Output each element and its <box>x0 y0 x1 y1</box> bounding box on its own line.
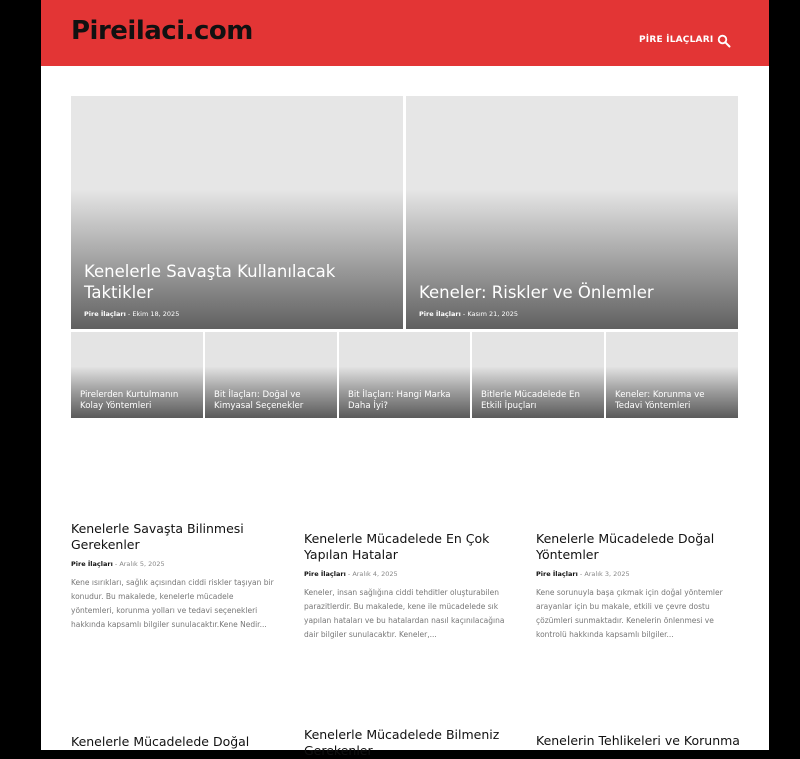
post-title[interactable]: Kenelerle Savaşta Bilinmesi Gerekenler <box>71 521 244 552</box>
post-title[interactable]: Kenelerle Mücadelede Doğal <box>71 734 250 749</box>
post-date: Aralık 3, 2025 <box>584 570 630 578</box>
meta-separator: - <box>127 310 133 318</box>
nav-item-pire-ilaclari[interactable]: PİRE İLAÇLARI <box>639 35 714 45</box>
featured-card-small[interactable] <box>71 332 203 418</box>
meta-separator: - <box>579 570 585 578</box>
featured-card-small-title[interactable]: Bit İlaçları: Doğal ve Kimyasal Seçenekler <box>214 390 304 411</box>
post-meta <box>304 570 508 578</box>
post-title[interactable]: Kenelerle Mücadelede Doğal Yöntemler <box>536 531 715 562</box>
meta-separator: - <box>462 310 468 318</box>
meta-separator: - <box>347 570 353 578</box>
post-date: Aralık 4, 2025 <box>352 570 398 578</box>
post-item <box>536 531 740 642</box>
featured-card-small-title[interactable]: Bitlerle Mücadelede En Etkili İpuçları <box>481 390 580 411</box>
featured-card-meta <box>419 310 518 318</box>
site-header <box>41 0 769 66</box>
meta-separator: - <box>114 560 120 568</box>
post-item <box>536 733 740 749</box>
featured-card-small[interactable] <box>339 332 470 418</box>
post-title[interactable]: Kenelerin Tehlikeleri ve Korunma <box>536 733 740 748</box>
featured-card-title[interactable]: Keneler: Riskler ve Önlemler <box>419 283 654 302</box>
post-item <box>71 521 275 632</box>
post-item <box>71 734 275 750</box>
post-excerpt: Keneler, insan sağlığına ciddi tehditler oluşturabilen parazitlerdir. Bu makalede, kene ile mücadelede sık yapılan hataları ve bu hatalardan nasıl kaçınılacağına dair bilgiler sunulacaktır. Keneler,... <box>304 588 505 639</box>
page <box>41 0 769 758</box>
post-item <box>304 727 508 759</box>
post-category[interactable]: Pire İlaçları <box>71 560 113 568</box>
featured-card-small[interactable] <box>205 332 337 418</box>
post-excerpt: Kene sorunuyla başa çıkmak için doğal yöntemler arayanlar için bu makale, etkili ve çevre dostu çözümleri sunmaktadır. Kenelerin önlenmesi ve kontrolü hakkında kapsamlı bilgiler... <box>536 588 723 639</box>
post-date: Aralık 5, 2025 <box>119 560 165 568</box>
featured-card-large[interactable] <box>406 96 738 329</box>
site-logo[interactable]: Pireilaci.com <box>71 16 253 46</box>
featured-card-date: Kasım 21, 2025 <box>467 310 518 318</box>
search-icon[interactable] <box>717 34 731 48</box>
post-meta <box>536 570 740 578</box>
featured-card-large[interactable] <box>71 96 403 329</box>
featured-card-category[interactable]: Pire İlaçları <box>84 310 126 318</box>
post-meta <box>71 560 275 568</box>
post-excerpt: Kene ısırıkları, sağlık açısından ciddi riskler taşıyan bir konudur. Bu makalede, kenelerle mücadele yöntemleri, korunma yolları ve tedavi seçenekleri hakkında kapsamlı bilgiler sunulacaktır.Kene Nedir... <box>71 578 274 629</box>
post-title[interactable]: Kenelerle Mücadelede Bilmeniz Gerekenler <box>304 727 500 758</box>
featured-card-small-title[interactable]: Keneler: Korunma ve Tedavi Yöntemleri <box>615 390 705 411</box>
featured-card-small[interactable] <box>472 332 604 418</box>
featured-card-category[interactable]: Pire İlaçları <box>419 310 461 318</box>
post-item <box>304 531 508 642</box>
featured-card-title[interactable]: Kenelerle Savaşta Kullanılacak Taktikler <box>84 262 336 302</box>
featured-card-small[interactable] <box>606 332 738 418</box>
featured-card-small-title[interactable]: Pirelerden Kurtulmanın Kolay Yöntemleri <box>80 390 179 411</box>
featured-card-meta <box>84 310 179 318</box>
post-category[interactable]: Pire İlaçları <box>304 570 346 578</box>
post-category[interactable]: Pire İlaçları <box>536 570 578 578</box>
featured-card-date: Ekim 18, 2025 <box>132 310 180 318</box>
featured-card-small-title[interactable]: Bit İlaçları: Hangi Marka Daha İyi? <box>348 390 451 411</box>
post-title[interactable]: Kenelerle Mücadelede En Çok Yapılan Hatalar <box>304 531 490 562</box>
